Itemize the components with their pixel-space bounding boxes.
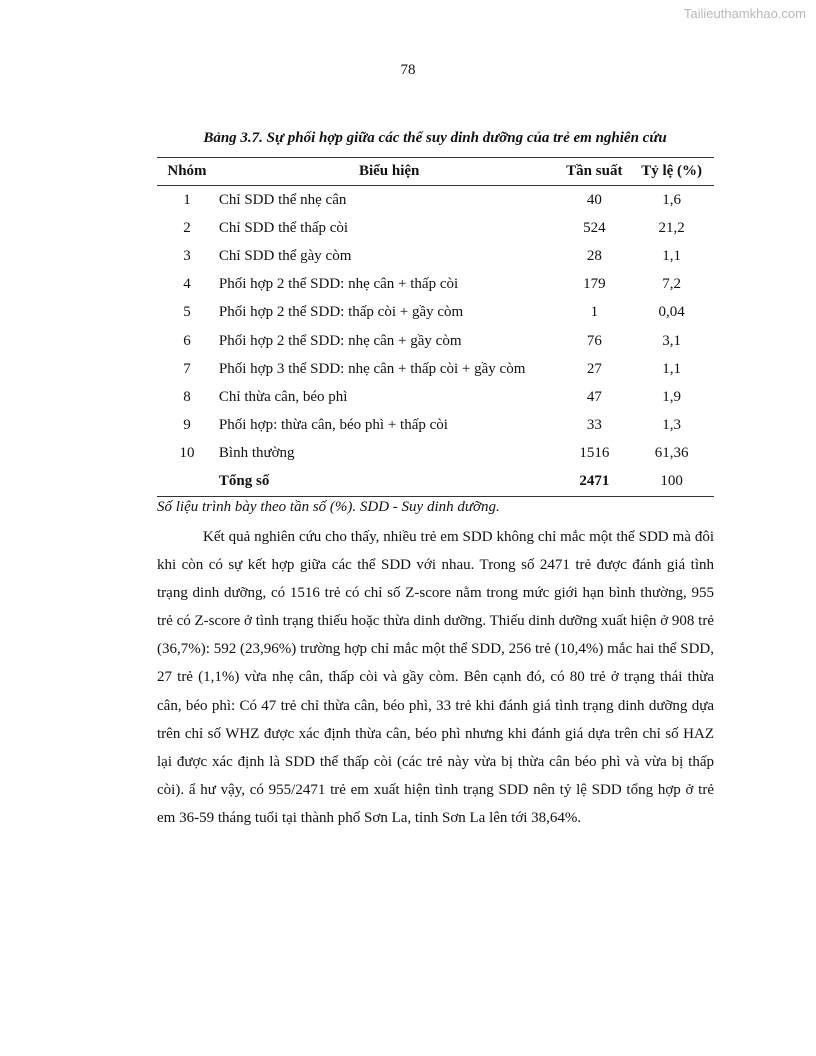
cell-percent: 1,1 — [662, 247, 681, 264]
cell-description: Phối hợp 2 thể SDD: thấp còi + gầy còm — [218, 304, 464, 321]
cell-frequency: 76 — [586, 332, 602, 349]
watermark: Tailieuthamkhao.com — [683, 6, 806, 21]
table-header-row — [157, 158, 714, 186]
cell-total-frequency: 2471 — [559, 468, 629, 497]
cell-description: Chỉ SDD thể gày còm — [218, 247, 352, 264]
cell-group: 10 — [179, 445, 195, 462]
cell-frequency: 1516 — [579, 445, 610, 462]
cell-group: 5 — [183, 304, 191, 321]
cell-frequency: 179 — [583, 276, 606, 293]
cell-frequency: 27 — [586, 360, 602, 377]
header-group: Nhóm — [157, 158, 217, 186]
cell-frequency: 47 — [586, 388, 602, 405]
cell-description: Phối hợp 3 thể SDD: nhẹ cân + thấp còi + gầy còm — [218, 360, 526, 377]
table-row — [157, 383, 714, 411]
header-description: Biểu hiện — [217, 158, 560, 186]
header-frequency: Tần suất — [559, 158, 629, 186]
cell-description: Phối hợp: thừa cân, béo phì + thấp còi — [218, 417, 448, 434]
table-row — [157, 299, 714, 327]
header-percent: Tỷ lệ (%) — [629, 158, 714, 186]
cell-total-label: Tổng số — [217, 468, 560, 497]
cell-group: 1 — [183, 191, 191, 208]
cell-description: Chỉ SDD thể nhẹ cân — [218, 191, 347, 208]
table-row — [157, 214, 714, 242]
table-row — [157, 271, 714, 299]
table-title: Bảng 3.7. Sự phối hợp giữa các thể suy dinh dưỡng của trẻ em nghiên cứu — [203, 130, 667, 146]
cell-group: 6 — [183, 332, 191, 349]
page-number: 78 — [400, 62, 416, 78]
cell-group: 9 — [183, 417, 191, 434]
cell-group — [157, 468, 217, 497]
cell-description: Phối hợp 2 thể SDD: nhẹ cân + thấp còi — [218, 276, 459, 293]
table-row — [157, 186, 714, 215]
table-row — [157, 412, 714, 440]
cell-group: 7 — [183, 360, 191, 377]
cell-percent: 1,6 — [662, 191, 681, 208]
cell-percent: 1,3 — [662, 417, 681, 434]
table-row — [157, 327, 714, 355]
cell-frequency: 1 — [590, 304, 599, 321]
cell-percent: 1,9 — [662, 388, 681, 405]
cell-group: 2 — [183, 219, 191, 236]
cell-group: 3 — [183, 247, 191, 264]
cell-frequency: 33 — [586, 417, 602, 434]
cell-percent: 61,36 — [654, 445, 689, 462]
table-row — [157, 355, 714, 383]
table-total-row — [157, 468, 714, 497]
cell-description: Bình thường — [218, 445, 295, 462]
cell-frequency: 524 — [583, 219, 606, 236]
cell-frequency: 28 — [586, 247, 602, 264]
cell-description: Chỉ thừa cân, béo phì — [218, 388, 348, 405]
data-table — [157, 157, 714, 497]
cell-description: Phối hợp 2 thể SDD: nhẹ cân + gầy còm — [218, 332, 462, 349]
table-row — [157, 242, 714, 270]
cell-group: 4 — [183, 276, 191, 293]
cell-percent: 0,04 — [658, 304, 685, 321]
cell-description: Chỉ SDD thể thấp còi — [218, 219, 349, 236]
cell-percent: 21,2 — [658, 219, 685, 236]
cell-percent: 1,1 — [662, 360, 681, 377]
cell-percent: 7,2 — [662, 276, 681, 293]
table-note: Số liệu trình bày theo tần số (%). SDD - Suy dinh dưỡng. — [157, 499, 500, 515]
cell-group: 8 — [183, 388, 191, 405]
cell-total-percent: 100 — [629, 468, 714, 497]
cell-percent: 3,1 — [662, 332, 681, 349]
body-paragraph: Kết quả nghiên cứu cho thấy, nhiều trẻ em SDD không chỉ mắc một thể SDD mà đôi khi còn có sự kết hợp giữa các thể SDD với nhau. Trong số 2471 trẻ được đánh giá tình trạng dinh dưỡng, có 1516 trẻ có chỉ số Z-score nằm trong mức giới hạn bình thường, 955 trẻ có Z-score ở tình trạng thiếu hoặc thừa dinh dưỡng. Thiếu dinh dưỡng xuất hiện ở 908 trẻ (36,7%): 592 (23,96%) trường hợp chỉ mắc một thể SDD, 256 trẻ (10,4%) mắc hai thể SDD, 27 trẻ (1,1%) vừa nhẹ cân, thấp còi và gầy còm. Bên cạnh đó, có 80 trẻ ở trạng thái thừa cân, béo phì: Có 47 trẻ chỉ thừa cân, béo phì, 33 trẻ khi đánh giá tình trạng dinh dưỡng dựa trên chỉ số WHZ được xác định thừa cân, béo phì nhưng khi đánh giá dựa trên chỉ số HAZ lại được xác định là SDD thể thấp còi (các trẻ này vừa bị thừa cân béo phì và vừa bị thấp còi). ẩ hư vậy, có 955/2471 trẻ em xuất hiện tình trạng SDD nên tỷ lệ SDD tổng hợp ở trẻ em 36-59 tháng tuổi tại thành phố Sơn La, tỉnh Sơn La lên tới 38,64%. — [157, 529, 714, 826]
table-row — [157, 440, 714, 468]
cell-frequency: 40 — [586, 191, 602, 208]
